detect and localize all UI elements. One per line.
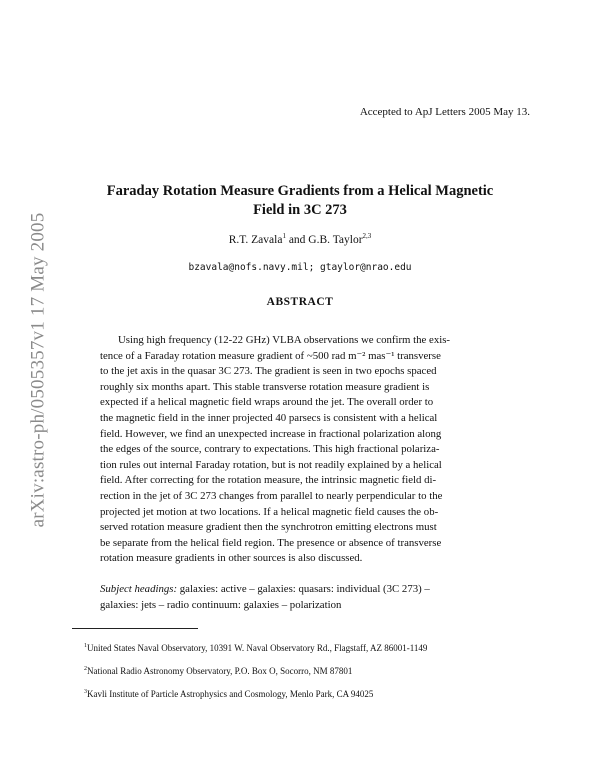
abstract-line: served rotation measure gradient then the synchrotron emitting electrons must	[100, 521, 437, 534]
footnote-number: 1	[84, 643, 87, 649]
abstract-line: rotation measure gradients in other sources is also discussed.	[100, 552, 363, 565]
author-list	[70, 232, 530, 246]
footnote-rule	[72, 628, 198, 629]
abstract-text	[100, 333, 502, 567]
title-line-1: Faraday Rotation Measure Gradients from a Helical Magnetic	[106, 183, 494, 199]
arxiv-identifier: arXiv:astro-ph/0505357v1 17 May 2005	[27, 212, 49, 528]
footnote	[84, 659, 544, 682]
abstract-line: expected if a helical magnetic field wraps around the jet. The overall order to	[100, 396, 434, 409]
footnote	[84, 636, 544, 659]
footnotes	[84, 636, 544, 705]
abstract-line: the magnetic field in the inner projected 40 parsecs is consistent with a helical	[100, 411, 438, 424]
subject-headings-line-2: galaxies: jets – radio continuum: galaxies – polarization	[100, 598, 342, 611]
subject-headings-text: galaxies: active – galaxies: quasars: individual (3C 273) –	[177, 583, 430, 595]
author-affiliation-mark: 2,3	[362, 232, 372, 240]
subject-headings-line-1	[100, 582, 502, 598]
abstract-line: projected jet motion at two locations. If a helical magnetic field causes the ob-	[100, 505, 439, 518]
footnote-number: 3	[84, 689, 87, 695]
arxiv-identifier-margin	[20, 190, 56, 550]
subject-headings-label: Subject headings:	[100, 583, 178, 595]
author-emails: bzavala@nofs.navy.mil; gtaylor@nrao.edu	[188, 262, 412, 273]
author-name: R.T. Zavala	[228, 233, 283, 246]
abstract-line: Using high frequency (12-22 GHz) VLBA observations we confirm the exis-	[118, 334, 451, 346]
abstract-line: field. However, we find an unexpected increase in fractional polarization along	[100, 427, 442, 440]
footnote-text: National Radio Astronomy Observatory, P.O. Box O, Socorro, NM 87801	[87, 666, 353, 676]
author-name: G.B. Taylor	[308, 233, 363, 246]
author-conjunction: and	[285, 233, 309, 246]
acceptance-note: Accepted to ApJ Letters 2005 May 13.	[359, 106, 530, 118]
author-affiliation-mark: 1	[282, 232, 286, 240]
abstract-line: to the jet axis in the quasar 3C 273. The gradient is seen in two epochs spaced	[100, 365, 437, 378]
subject-headings	[100, 582, 502, 613]
abstract-line: field. After correcting for the rotation measure, the intrinsic magnetic field di-	[100, 474, 437, 487]
abstract-line: tion rules out internal Faraday rotation, but is not readily explained by a helical	[100, 458, 442, 471]
abstract-line: the edges of the source, contrary to expectations. This high fractional polariza-	[100, 443, 440, 456]
footnote	[84, 682, 544, 705]
abstract-line: rection in the jet of 3C 273 changes from parallel to nearly perpendicular to the	[100, 489, 443, 502]
abstract-heading: ABSTRACT	[266, 296, 334, 308]
abstract-line: roughly six months apart. This stable transverse rotation measure gradient is	[100, 380, 430, 393]
footnote-text: United States Naval Observatory, 10391 W. Naval Observatory Rd., Flagstaff, AZ 86001-1149	[87, 643, 428, 653]
title-line-2: Field in 3C 273	[253, 202, 347, 218]
footnote-number: 2	[84, 666, 87, 672]
abstract-line: be separate from the helical field region. The presence or absence of transverse	[100, 536, 442, 549]
footnote-text: Kavli Institute of Particle Astrophysics and Cosmology, Menlo Park, CA 94025	[87, 689, 374, 699]
paper-title	[70, 182, 530, 220]
abstract-line: tence of a Faraday rotation measure gradient of ~500 rad m⁻² mas⁻¹ transverse	[100, 349, 441, 362]
